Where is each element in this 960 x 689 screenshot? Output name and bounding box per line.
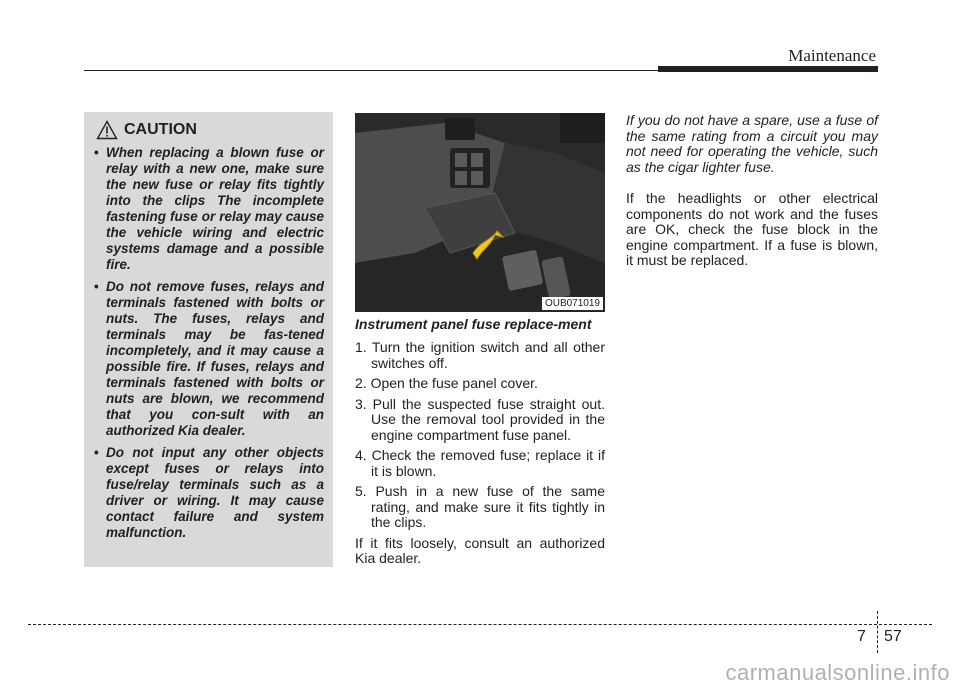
image-code: OUB071019: [542, 297, 603, 310]
caution-item-text: Do not input any other objects except fuses or relays into fuse/relay terminals such as a driver or wiring. It may cause contact failure and system malfunction.: [106, 445, 324, 540]
fuse-check-paragraph: If the headlights or other electrical components do not work and the fuses are OK, check the fuse block in the engine compartment. If a fuse is blown, it must be replaced.: [626, 190, 878, 268]
footer-divider: [877, 611, 878, 653]
caution-item: [90, 279, 324, 439]
loose-fit-note: If it fits loosely, consult an authorized Kia dealer.: [355, 534, 605, 566]
step-item: 1. Turn the ignition switch and all other switches off.: [355, 339, 605, 371]
step-item: 3. Pull the suspected fuse straight out. Use the removal tool provided in the engine compartment fuse panel.: [355, 395, 605, 443]
bullet: •: [94, 145, 99, 160]
caution-item: [90, 445, 324, 541]
caution-item: [90, 145, 324, 273]
page-number: 57: [884, 628, 902, 645]
warning-triangle-icon: [96, 120, 118, 140]
section-title: Maintenance: [788, 46, 876, 65]
caution-item-text: Do not remove fuses, relays and terminals fastened with bolts or nuts. The fuses, relays and terminals may be fas-tened incompletely, and it may cause a possible fire. If fuses, relays and terminals fastened with bolts or nuts are blown, we recommend that you con-sult with an authorized Kia dealer.: [106, 279, 324, 438]
bullet: •: [94, 279, 99, 294]
caution-box: [84, 112, 333, 567]
header-rule-accent: [658, 66, 878, 72]
footer-rule: [28, 624, 932, 625]
fuse-panel-photo: [355, 113, 605, 312]
caution-list: [90, 145, 324, 541]
instructions-column: [355, 316, 605, 567]
steps-list: [355, 340, 605, 531]
caution-title: CAUTION: [124, 121, 197, 138]
step-item: 5. Push in a new fuse of the same rating, and make sure it fits tightly in the clips.: [355, 483, 605, 530]
chapter-number: 7: [857, 628, 866, 645]
caution-item-text: When replacing a blown fuse or relay with a new one, make sure the new fuse or relay fits tightly into the clips The incomplete fastening fuse or relay may cause the vehicle wiring and electric systems damage and a possible fire.: [106, 145, 324, 272]
watermark: carmanualsonline.info: [725, 660, 950, 685]
step-item: 4. Check the removed fuse; replace it if it is blown.: [355, 447, 605, 479]
bullet: •: [94, 445, 99, 460]
fuse-panel-illustration: [355, 113, 605, 312]
spare-fuse-note: If you do not have a spare, use a fuse of the same rating from a circuit you may not need for operating the vehicle, such as the cigar lighter fuse.: [626, 112, 878, 175]
instructions-title: Instrument panel fuse replace-ment: [355, 316, 592, 332]
right-column: [626, 113, 878, 269]
step-item: 2. Open the fuse panel cover.: [355, 375, 538, 391]
header-rule: [84, 70, 660, 71]
caution-header: [96, 120, 324, 140]
